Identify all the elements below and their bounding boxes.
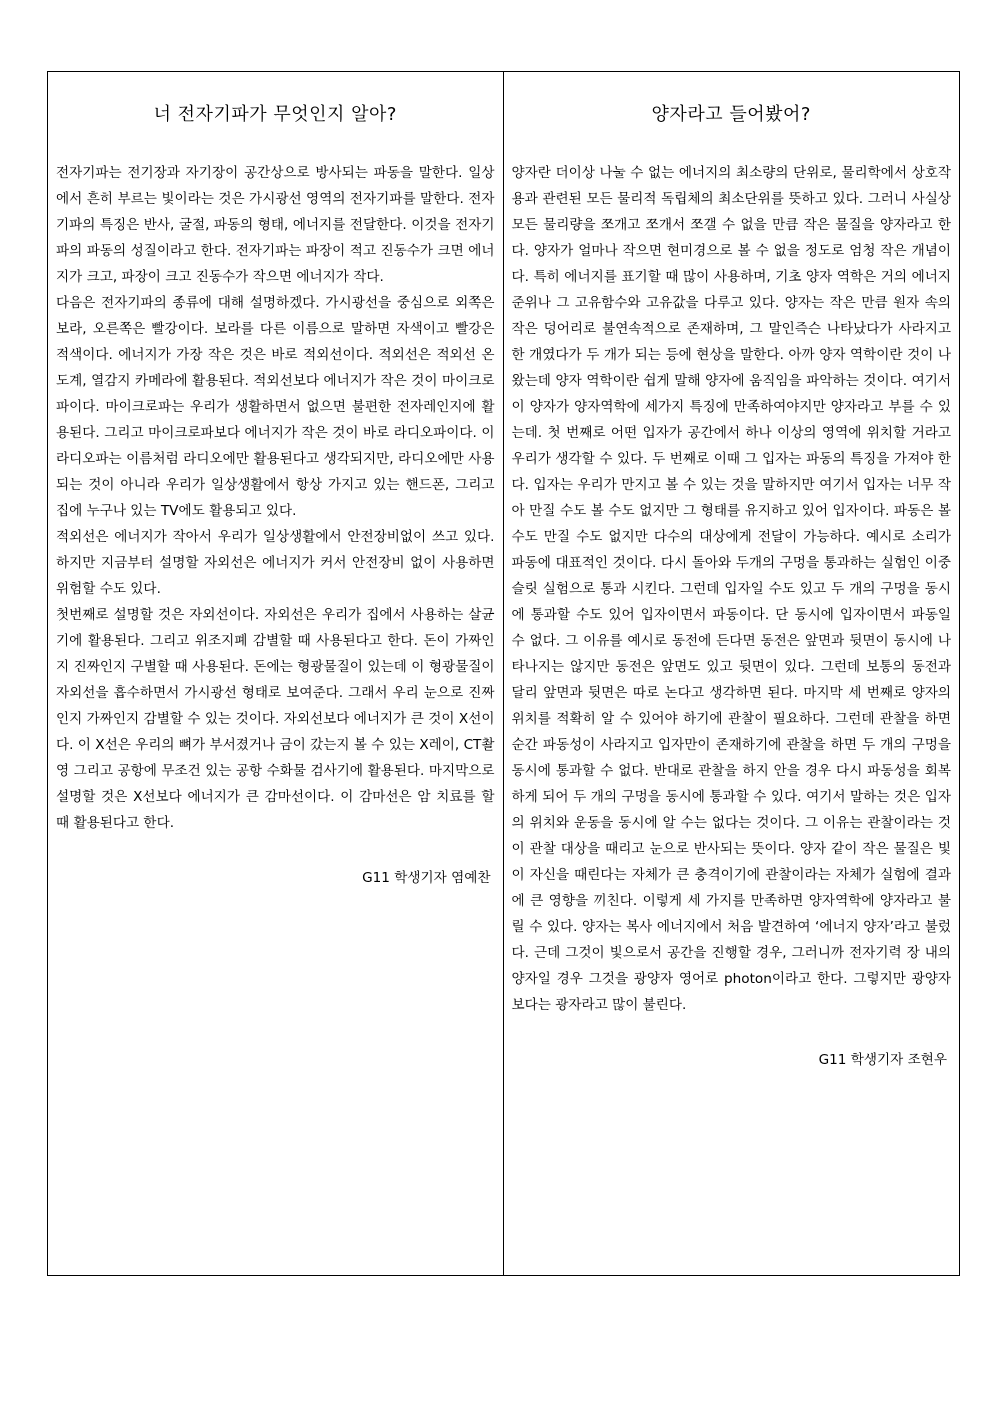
paragraph: 다음은 전자기파의 종류에 대해 설명하겠다. 가시광선을 중심으로 외쪽은 보라, 오른쪽은 빨강이다. 보라를 다른 이름으로 말하면 자색이고 빨강은 적색이다. 에너지가 가장 작은 것은 바로 적외선이다. 적외선은 적외선 온도계, 열감지 카메라에 활용된다. 적외선보다 에너지가 작은 것이 마이크로파이다. 마이크로파는 우리가 생활하면서 없으면 불편한 전자레인지에 활용된다. 그리고 마이크로파보다 에너지가 작은 것이 바로 라디오파이다. 이 라디오파는 이름처럼 라디오에만 활용된다고 생각되지만, 라디오에만 사용되는 것이 아니라 우리가 일상생활에서 항상 가지고 있는 핸드폰, 그리고 집에 누구나 있는 TV에도 활용되고 있다. — [56, 295, 495, 519]
left-byline: G11 학생기자 염예찬 — [362, 870, 491, 886]
right-byline: G11 학생기자 조현우 — [818, 1052, 947, 1068]
left-column — [48, 72, 504, 1275]
right-column — [504, 72, 960, 1275]
left-article-body — [56, 160, 495, 836]
right-article-body — [512, 160, 952, 1018]
paragraph: 적외선은 에너지가 작아서 우리가 일상생활에서 안전장비없이 쓰고 있다. 하지만 지금부터 설명할 자외선은 에너지가 커서 안전장비 없이 사용하면 위험할 수도 있다. — [56, 529, 495, 597]
article-frame — [47, 71, 960, 1276]
paragraph: 양자란 더이상 나눌 수 없는 에너지의 최소량의 단위로, 물리학에서 상호작용과 관련된 모든 물리적 독립체의 최소단위를 뜻하고 있다. 그러니 사실상 모든 물리량을 쪼개고 쪼개서 쪼갤 수 없을 만큼 작은 물질을 양자라고 한다. 양자가 얼마나 작으면 현미경으로 볼 수 없을 정도로 엄청 작은 개념이다. 특히 에너지를 표기할 때 많이 사용하며, 기초 양자 역학은 거의 에너지 준위나 그 고유함수와 고유값을 다루고 있다. 양자는 작은 만큼 원자 속의 작은 덩어리로 불연속적으로 존재하며, 그 말인즉슨 나타났다가 사라지고 한 개였다가 두 개가 되는 등에 현상을 말한다. 아까 양자 역학이란 것이 나왔는데 양자 역학이란 쉽게 말해 양자에 움직임을 파악하는 것이다. 여기서 이 양자가 양자역학에 세가지 특징에 만족하여야지만 양자라고 부를 수 있는데. 첫 번째로 어떤 입자가 공간에서 하나 이상의 영역에 위치할 거라고 우리가 생각할 수 있다. 두 번째로 이때 그 입자는 파동의 특징을 가져야 한다. 입자는 우리가 만지고 볼 수 있는 것을 말하지만 여기서 입자는 너무 작아 만질 수도 볼 수도 없지만 그 형태를 유지하고 있어 입자이다. 파동은 볼 수도 만질 수도 없지만 다수의 대상에게 전달이 가능하다. 예시로 소리가 파동에 대표적인 것이다. 다시 돌아와 두개의 구멍을 통과하는 실험인 이중슬릿 실험으로 통과 시킨다. 그런데 입자일 수도 있고 두 개의 구멍을 동시에 통과할 수도 있어 입자이면서 파동이다. 단 동시에 입자이면서 파동일 수 없다. 그 이유를 예시로 동전에 든다면 동전은 앞면과 뒷면이 동시에 나타나지는 않지만 동전은 앞면도 있고 뒷면이 있다. 그런데 보통의 동전과 달리 앞면과 뒷면은 따로 논다고 생각하면 된다. 마지막 세 번째로 양자의 위치를 적확히 알 수 있어야 하기에 관찰이 필요하다. 그런데 관찰을 하면 순간 파동성이 사라지고 입자만이 존재하기에 관찰을 하면 두 개의 구멍을 동시에 통과할 수 없다. 반대로 관찰을 하지 안을 경우 다시 파동성을 회복하게 되어 두 개의 구멍을 동시에 통과할 수 있다. 여기서 말하는 것은 입자의 위치와 운동을 동시에 알 수는 없다는 것이다. 그 이유는 관찰이라는 것이 관찰 대상을 때리고 눈으로 반사되는 뜻이다. 양자 같이 작은 물질은 빛이 자신을 때린다는 자체가 큰 충격이기에 관찰이라는 자체가 실험에 결과에 큰 영향을 끼친다. 이렇게 세 가지를 만족하면 양자역학에 양자라고 불릴 수 있다. 양자는 복사 에너지에서 처음 발견하여 ‘에너지 양자’라고 불렀다. 근데 그것이 빛으로서 공간을 진행할 경우, 그러니까 전자기력 장 내의 양자일 경우 그것을 광양자 영어로 photon이라고 한다. 그렇지만 광양자보다는 광자라고 많이 불린다. — [511, 165, 951, 1013]
right-article-title: 양자라고 들어봤어? — [651, 104, 811, 125]
paragraph: 첫번째로 설명할 것은 자외선이다. 자외선은 우리가 집에서 사용하는 살균기에 활용된다. 그리고 위조지폐 감별할 때 사용된다고 한다. 돈이 가짜인지 진짜인지 구별할 때 사용된다. 돈에는 형광물질이 있는데 이 형광물질이 자외선을 흡수하면서 가시광선 형태로 보여준다. 그래서 우리 눈으로 진짜인지 가짜인지 감별할 수 있는 것이다. 자외선보다 에너지가 큰 것이 X선이다. 이 X선은 우리의 뼈가 부서졌거나 금이 갔는지 볼 수 있는 X레이, CT촬영 그리고 공항에 무조건 있는 공항 수화물 검사기에 활용된다. 마지막으로 설명할 것은 X선보다 에너지가 큰 감마선이다. 이 감마선은 암 치료를 할 때 활용된다고 한다. — [56, 607, 495, 831]
paragraph: 전자기파는 전기장과 자기장이 공간상으로 방사되는 파동을 말한다. 일상에서 흔히 부르는 빛이라는 것은 가시광선 영역의 전자기파를 말한다. 전자기파의 특징은 반사, 굴절, 파동의 형태, 에너지를 전달한다. 이것을 전자기파의 파동의 성질이라고 한다. 전자기파는 파장이 적고 진동수가 크면 에너지가 크고, 파장이 크고 진동수가 작으면 에너지가 작다. — [56, 165, 495, 285]
left-article-title: 너 전자기파가 무엇인지 알아? — [153, 104, 397, 125]
